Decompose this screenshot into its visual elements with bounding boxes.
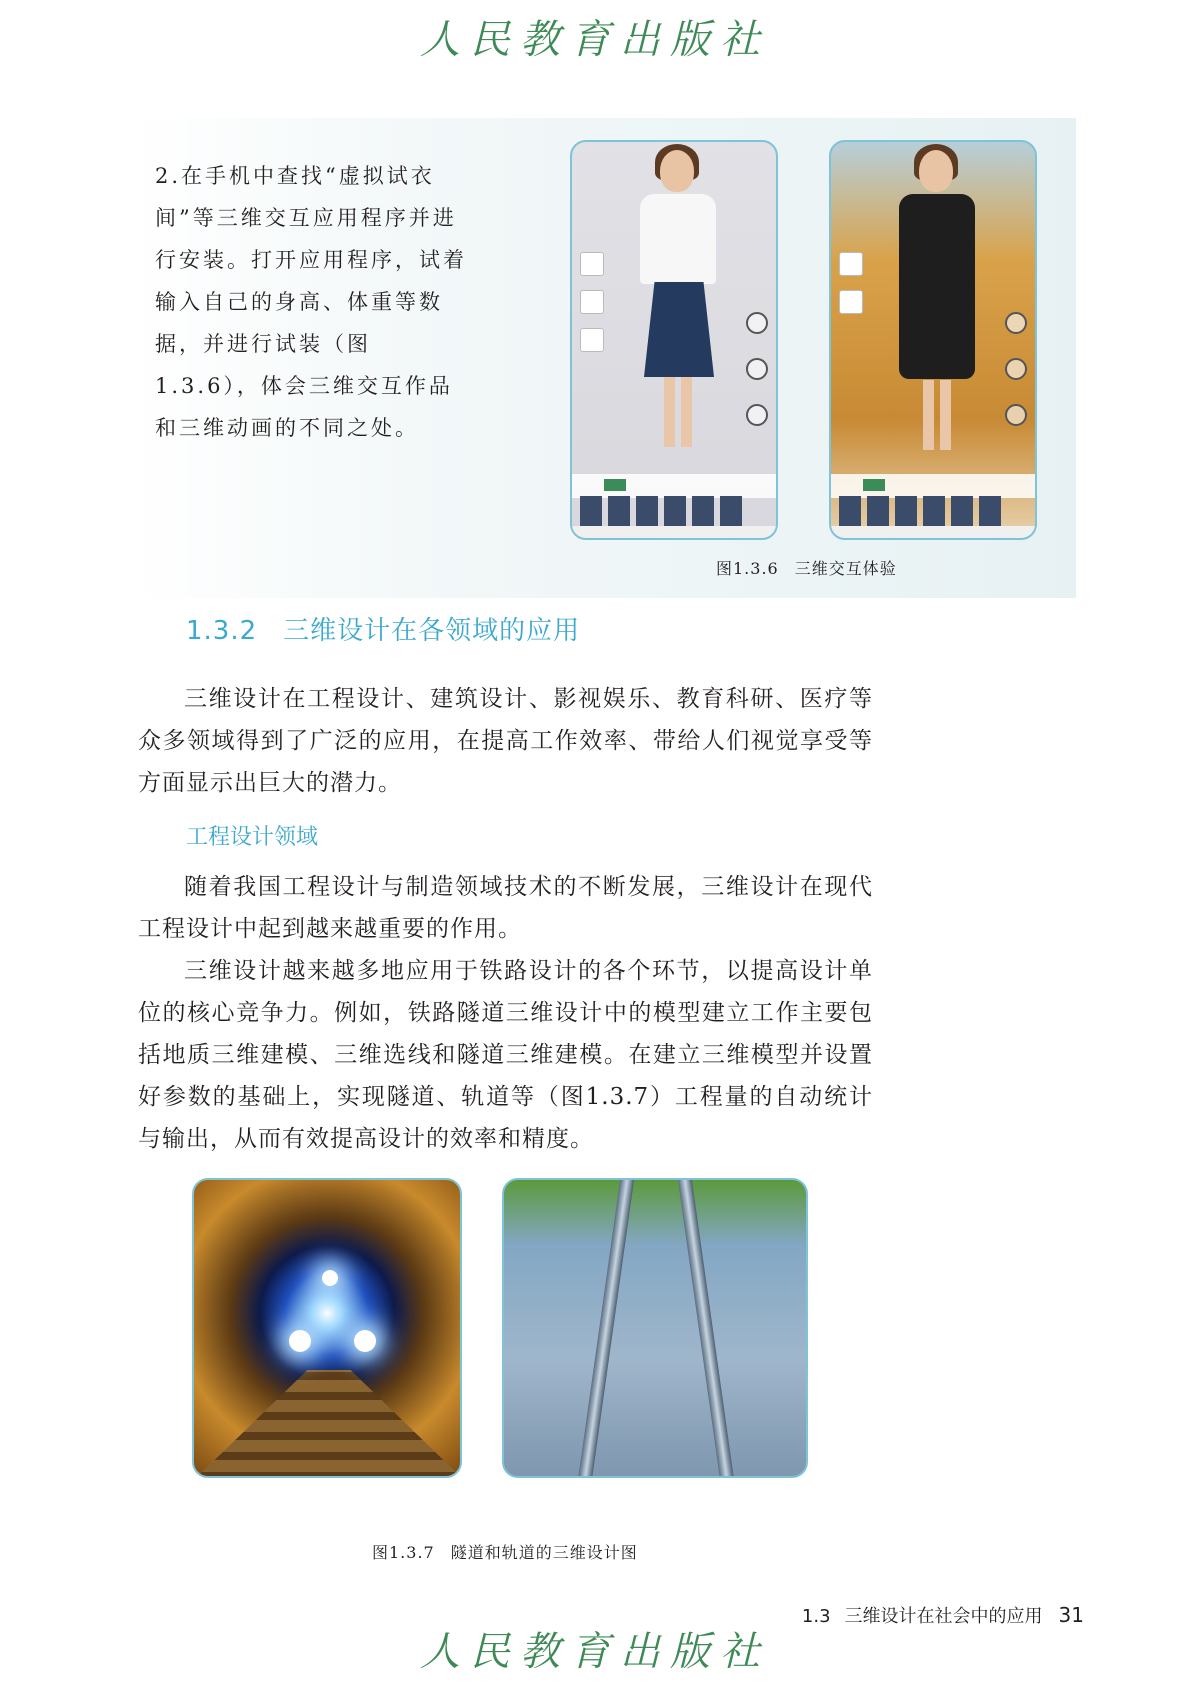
track-3d-render: [502, 1178, 808, 1478]
garment-picker-row: [572, 496, 776, 526]
publisher-logo-top: 人民教育出版社: [420, 17, 770, 63]
avatar-head: [660, 150, 694, 192]
footer-section-title: 三维设计在社会中的应用: [844, 1606, 1043, 1627]
avatar-legs: [664, 377, 692, 447]
train-top-light: [322, 1270, 338, 1286]
page-number: 31: [1058, 1603, 1084, 1627]
footer-section-number: 1.3: [801, 1606, 831, 1627]
action-icons: [746, 312, 768, 450]
section-title: 三维设计在各领域的应用: [283, 616, 581, 646]
figure-1-3-6-caption: [716, 556, 897, 579]
paragraph-2: 三维设计越来越多地应用于铁路设计的各个环节，以提高设计单位的核心竞争力。例如，铁路隧道三维设计中的模型建立工作主要包括地质三维建模、三维选线和隧道三维建模。在建立三维模型并设置好参数的基础上，实现隧道、轨道等（图1.3.7）工程量的自动统计与输出，从而有效提高设计的效率和精度。: [138, 958, 873, 1152]
train-right-headlight: [354, 1330, 376, 1352]
activity-text: 2.在手机中查找“虚拟试衣间”等三维交互应用程序并进行安装。打开应用程序，试着输入自己的身高、体重等数据，并进行试装（图1.3.6），体会三维交互作品和三维动画的不同之处。: [155, 164, 467, 440]
tunnel-track: [194, 1370, 462, 1478]
tunnel-3d-render: [192, 1178, 462, 1478]
category-tab-strip: [572, 474, 776, 498]
left-rail: [578, 1180, 634, 1478]
sweater-garment: [640, 194, 716, 284]
category-tab-strip: [831, 474, 1035, 498]
phone-screenshot-casual-outfit: [570, 140, 778, 540]
garment-picker-row: [831, 496, 1035, 526]
publisher-logo-bottom: 人民教育出版社: [420, 1629, 770, 1675]
section-number: 1.3.2: [186, 616, 258, 646]
figure-number: 图1.3.7: [372, 1543, 435, 1562]
train-left-headlight: [289, 1330, 311, 1352]
bottom-tab-bar: [831, 526, 1035, 538]
avatar-legs: [923, 380, 951, 450]
right-rail: [678, 1180, 734, 1478]
section-heading: [186, 610, 580, 647]
clothing-thumbnails: [580, 252, 606, 366]
action-icons: [1005, 312, 1027, 450]
intro-paragraph: 三维设计在工程设计、建筑设计、影视娱乐、教育科研、医疗等众多领域得到了广泛的应用，在提高工作效率、带给人们视觉享受等方面显示出巨大的潜力。: [138, 686, 873, 796]
bottom-tab-bar: [572, 526, 776, 538]
figure-number: 图1.3.6: [716, 559, 779, 578]
figure-title: 隧道和轨道的三维设计图: [450, 1543, 638, 1562]
avatar-head: [919, 150, 953, 192]
skirt-garment: [644, 282, 714, 377]
paragraph-1: 随着我国工程设计与制造领域技术的不断发展，三维设计在现代工程设计中起到越来越重要的作用。: [138, 874, 873, 942]
subheading-engineering: 工程设计领域: [186, 825, 319, 850]
figure-title: 三维交互体验: [794, 559, 897, 578]
black-dress-garment: [899, 194, 975, 379]
phone-screenshot-dress-outfit: [829, 140, 1037, 540]
clothing-thumbnails: [839, 252, 865, 328]
figure-1-3-7-caption: [372, 1540, 638, 1563]
